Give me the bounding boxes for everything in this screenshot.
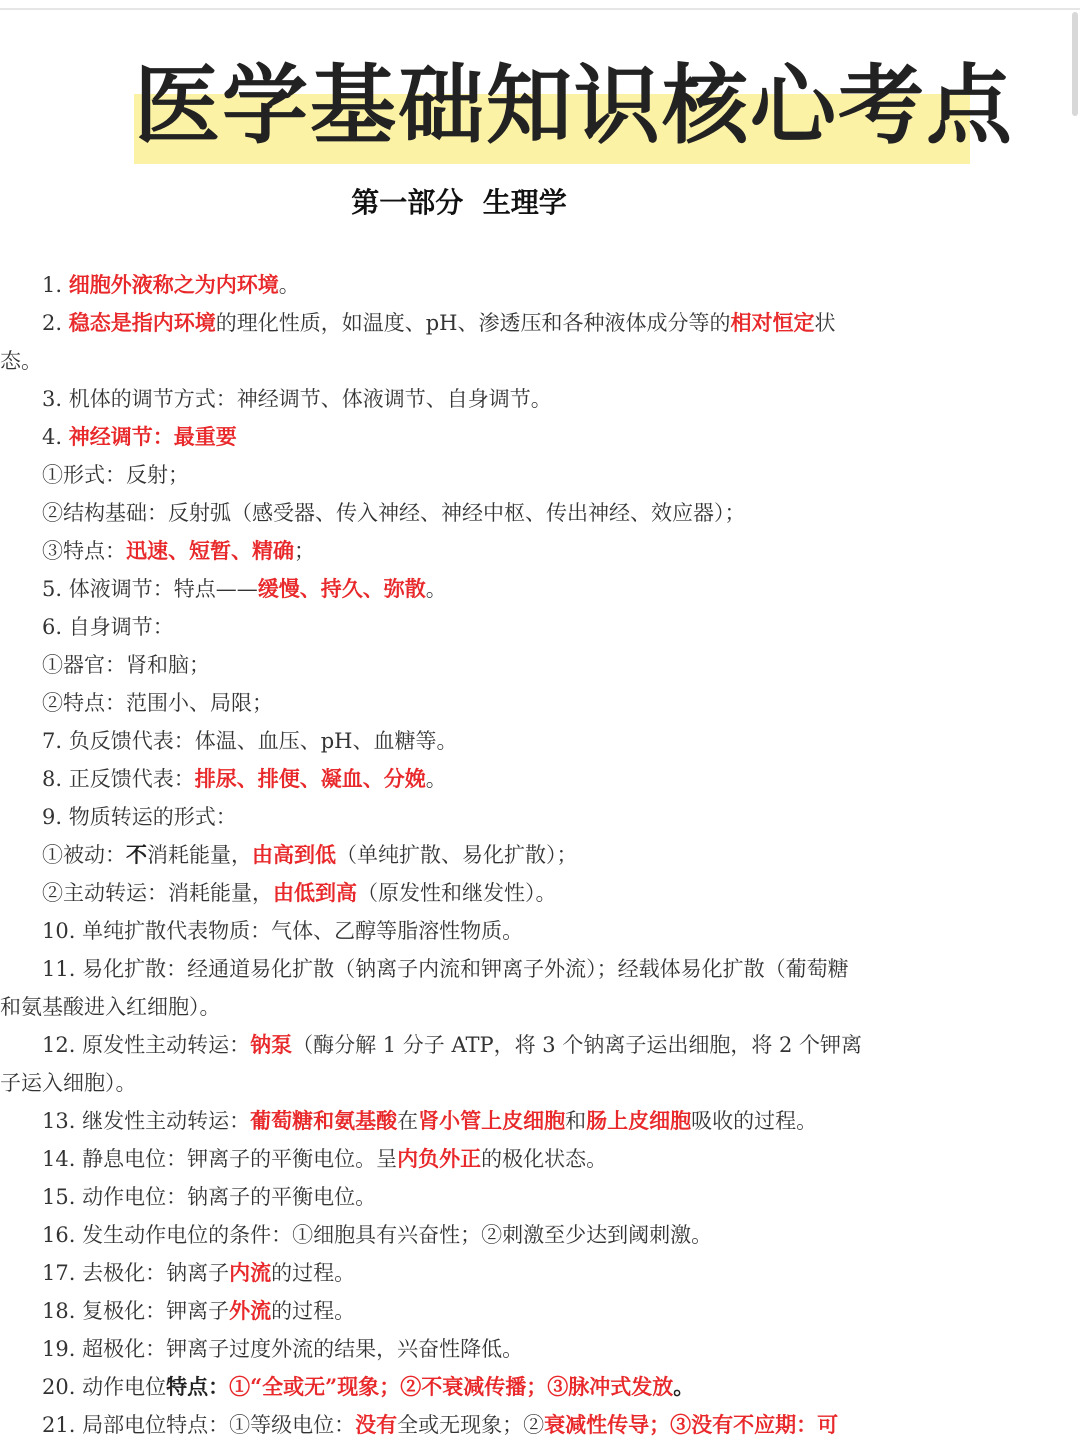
note-text: 4. (42, 425, 69, 449)
note-line (0, 1026, 960, 1064)
note-text: 1. (42, 273, 69, 297)
note-text: 15. 动作电位：钠离子的平衡电位。 (42, 1185, 377, 1209)
note-line (0, 722, 960, 760)
note-line (0, 874, 960, 912)
note-text: ②主动转运：消耗能量， (42, 881, 273, 905)
note-text: 19. 超极化：钾离子过度外流的结果，兴奋性降低。 (42, 1337, 524, 1361)
note-line (0, 988, 960, 1026)
note-text: 8. 正反馈代表： (42, 767, 195, 791)
section-subtitle: 第一部分 生理学 (351, 186, 567, 219)
note-line (0, 266, 960, 304)
note-text: 全或无现象；② (397, 1413, 545, 1437)
note-text: （原发性和继发性）。 (357, 881, 557, 905)
note-text: 17. 去极化：钠离子 (42, 1261, 230, 1285)
note-line (0, 494, 960, 532)
note-line (0, 684, 960, 722)
note-line (0, 760, 960, 798)
highlight-text: 外流 (229, 1298, 272, 1323)
note-text: 16. 发生动作电位的条件：①细胞具有兴奋性；②刺激至少达到阈刺激。 (42, 1223, 713, 1247)
highlight-text: 排尿、排便、凝血、分娩 (194, 766, 426, 791)
bold-text: 不 (126, 842, 147, 867)
note-text: 的理化性质，如温度、pH、渗透压和各种液体成分等的 (215, 311, 731, 335)
bold-text: 。 (673, 1374, 695, 1399)
note-line (0, 532, 960, 570)
note-text: 的过程。 (271, 1261, 356, 1285)
scrollbar-thumb[interactable] (1072, 12, 1078, 116)
note-line (0, 1330, 960, 1368)
note-line (0, 1064, 960, 1102)
note-text: ①被动： (42, 843, 126, 867)
note-text: ③特点： (42, 539, 126, 563)
note-text: ①形式：反射； (42, 463, 189, 487)
note-line (0, 1178, 960, 1216)
highlight-text: 肾小管上皮细胞 (418, 1108, 566, 1133)
note-text: 13. 继发性主动转运： (42, 1109, 251, 1133)
note-text: 9. 物质转运的形式： (42, 805, 237, 829)
note-text: 6. 自身调节： (42, 615, 174, 639)
highlight-text: 内负外正 (397, 1146, 482, 1171)
page-title: 医学基础知识核心考点 (134, 56, 1014, 156)
note-text: 和氨基酸进入红细胞）。 (0, 995, 221, 1019)
note-line (0, 836, 960, 874)
note-text: 14. 静息电位：钾离子的平衡电位。呈 (42, 1147, 398, 1171)
note-text: 7. 负反馈代表：体温、血压、pH、血糖等。 (42, 729, 458, 753)
note-line (0, 456, 960, 494)
note-text: 。 (425, 767, 447, 791)
note-text: 子运入细胞）。 (0, 1071, 137, 1095)
highlight-text: 由高到低 (252, 842, 336, 867)
note-text: ②结构基础：反射弧（感受器、传入神经、神经中枢、传出神经、效应器）； (42, 501, 746, 525)
highlight-text: 钠泵 (250, 1032, 293, 1057)
note-line (0, 1292, 960, 1330)
note-line (0, 646, 960, 684)
highlight-text: 肠上皮细胞 (586, 1108, 692, 1133)
note-line (0, 1254, 960, 1292)
note-line (0, 950, 960, 988)
note-text: ②特点：范围小、局限； (42, 691, 273, 715)
note-text: 消耗能量， (147, 843, 252, 867)
note-text: 和 (565, 1109, 587, 1133)
highlight-text: 缓慢、持久、弥散 (257, 576, 426, 601)
highlight-text: 细胞外液称之为内环境 (68, 272, 279, 297)
highlight-text: 内流 (229, 1260, 272, 1285)
top-divider (0, 8, 1080, 10)
note-text: 21. 局部电位特点：①等级电位： (42, 1413, 356, 1437)
note-text: （酶分解 1 分子 ATP，将 3 个钠离子运出细胞，将 2 个钾离 (292, 1033, 863, 1057)
highlight-text: 葡萄糖和氨基酸 (250, 1108, 398, 1133)
note-text: 5. 体液调节：特点—— (42, 577, 258, 601)
note-line (0, 798, 960, 836)
note-text: 18. 复极化：钾离子 (42, 1299, 230, 1323)
note-line (0, 570, 960, 608)
note-line (0, 608, 960, 646)
highlight-text: 相对恒定 (730, 310, 815, 335)
note-line (0, 304, 960, 342)
note-text: 的过程。 (271, 1299, 356, 1323)
note-text: 。 (278, 273, 300, 297)
highlight-text: 神经调节：最重要 (68, 424, 237, 449)
highlight-text: 衰减性传导；③没有不应期：可 (544, 1412, 839, 1437)
note-line (0, 342, 960, 380)
bold-text: 特点： (166, 1374, 230, 1399)
note-text: 在 (397, 1109, 419, 1133)
note-text: 。 (425, 577, 447, 601)
note-text: ①器官：肾和脑； (42, 653, 210, 677)
note-text: 的极化状态。 (481, 1147, 608, 1171)
note-text: 态。 (0, 349, 42, 373)
highlight-text: 迅速、短暂、精确 (126, 538, 294, 563)
note-text: 11. 易化扩散：经通道易化扩散（钠离子内流和钾离子外流）；经载体易化扩散（葡萄糖 (42, 957, 849, 981)
note-text: 状 (814, 311, 836, 335)
highlight-text: 稳态是指内环境 (68, 310, 216, 335)
note-text: （单纯扩散、易化扩散）； (336, 843, 578, 867)
note-text: ； (294, 539, 315, 563)
highlight-text: 没有 (355, 1412, 398, 1437)
note-text: 10. 单纯扩散代表物质：气体、乙醇等脂溶性物质。 (42, 919, 524, 943)
note-line (0, 1406, 960, 1444)
note-text: 20. 动作电位 (42, 1375, 167, 1399)
title-block (134, 56, 1014, 164)
note-line (0, 1216, 960, 1254)
highlight-text: 由低到高 (273, 880, 357, 905)
note-text: 3. 机体的调节方式：神经调节、体液调节、自身调节。 (42, 387, 552, 411)
note-text: 2. (42, 311, 69, 335)
note-text: 吸收的过程。 (691, 1109, 818, 1133)
note-line (0, 1140, 960, 1178)
note-line (0, 912, 960, 950)
highlight-text: ①“全或无”现象；②不衰减传播；③脉冲式发放 (229, 1374, 674, 1399)
note-line (0, 418, 960, 456)
note-line (0, 380, 960, 418)
note-line (0, 1102, 960, 1140)
note-line (0, 1368, 960, 1406)
notes-list (0, 266, 960, 1444)
note-text: 12. 原发性主动转运： (42, 1033, 251, 1057)
